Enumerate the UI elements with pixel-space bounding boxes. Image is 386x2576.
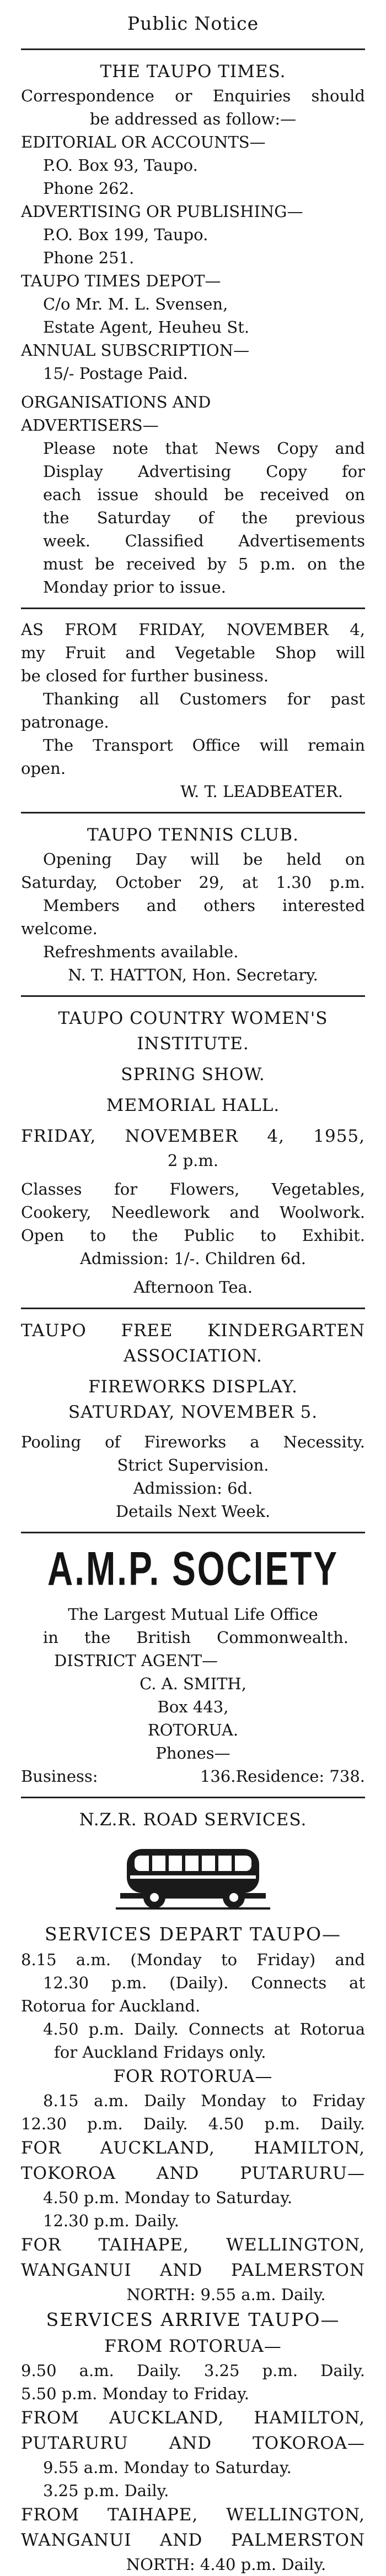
notice-line: 4.50 p.m. Daily. Connects at Rotorua — [43, 2020, 365, 2038]
notice-line: Pooling of Fireworks a Necessity. — [21, 1433, 365, 1451]
notice-line: P.O. Box 93, Taupo. — [43, 156, 198, 175]
notice-line: Classes for Flowers, Vegetables, — [21, 1180, 365, 1198]
notice-line: Cookery, Needlework and Woolwork. — [21, 1203, 365, 1222]
event-time: 2 p.m. — [167, 1151, 219, 1170]
notice-line: 4.50 p.m. Monday to Saturday. — [43, 2188, 293, 2207]
notice-line: 8.15 a.m. (Monday to Friday) and — [21, 1950, 365, 1969]
notice-line: AS FROM FRIDAY, NOVEMBER 4, — [21, 620, 365, 639]
divider — [21, 48, 365, 50]
notice-heading: EDITORIAL OR ACCOUNTS— — [21, 133, 266, 151]
agent-line: C. A. SMITH, — [140, 1674, 246, 1693]
business-phone: Business: 136. — [21, 1767, 236, 1786]
notice-line: welcome. — [21, 919, 98, 938]
agent-line: ROTORUA. — [147, 1721, 239, 1739]
notice-heading: ORGANISATIONS AND — [21, 393, 211, 411]
arrive-title: SERVICES ARRIVE TAUPO— — [46, 2309, 340, 2330]
admission: Admission: 6d. — [133, 1479, 253, 1498]
notice-line: Monday prior to issue. — [43, 578, 226, 596]
notice-line: Open to the Public to Exhibit. — [21, 1226, 365, 1245]
route-heading: PUTARURU AND TOKOROA— — [21, 2433, 365, 2453]
notice-line: Thanking all Customers for past — [43, 690, 365, 708]
amp-title: A.M.P. SOCIETY — [47, 1542, 339, 1596]
notice-heading: ANNUAL SUBSCRIPTION— — [21, 341, 250, 360]
depart-title: SERVICES DEPART TAUPO— — [44, 1923, 342, 1945]
route-heading: FROM ROTORUA— — [104, 2336, 282, 2356]
notice-line: the Saturday of the previous — [43, 508, 365, 527]
divider — [21, 1532, 365, 1533]
event-title: FIREWORKS DISPLAY. — [88, 1377, 298, 1397]
notice-line: patronage. — [21, 713, 109, 731]
cwi-notice — [21, 1006, 365, 1299]
nzr-notice — [21, 1807, 365, 2576]
notice-heading: ADVERTISERS— — [21, 416, 159, 435]
notice-line: P.O. Box 199, Taupo. — [43, 225, 208, 244]
notice-line: The Largest Mutual Life Office — [68, 1605, 318, 1624]
taupo-times-notice — [21, 59, 365, 599]
kindergarten-notice — [21, 1318, 365, 1523]
divider — [21, 608, 365, 609]
route-heading: WANGANUI AND PALMERSTON — [21, 2530, 365, 2550]
notice-line: 15/- Postage Paid. — [43, 364, 188, 383]
notice-title: TAUPO COUNTRY WOMEN'S — [58, 1008, 328, 1028]
agent-label: DISTRICT AGENT— — [54, 1651, 218, 1670]
route-heading: WANGANUI AND PALMERSTON — [21, 2260, 365, 2280]
notice-line: C/o Mr. M. L. Svensen, — [43, 295, 228, 313]
route-heading: FOR AUCKLAND, HAMILTON, — [21, 2138, 365, 2158]
notice-line: NORTH: 9.55 a.m. Daily. — [126, 2285, 326, 2304]
notice-line: NORTH: 4.40 p.m. Daily. — [126, 2555, 326, 2574]
route-heading: FOR ROTORUA— — [113, 2067, 273, 2086]
notice-line: Correspondence or Enquiries should — [21, 86, 365, 105]
notice-line: 12.30 p.m. (Daily). Connects at — [43, 1973, 365, 1992]
route-heading: FROM AUCKLAND, HAMILTON, — [21, 2408, 365, 2428]
agent-line: Box 443, — [157, 1698, 229, 1716]
notice-line: Please note that News Copy and — [43, 439, 365, 458]
admission: Admission: 1/-. Children 6d. — [79, 1249, 307, 1268]
bus-icon — [116, 1840, 270, 1912]
notice-line: Strict Supervision. — [117, 1456, 269, 1474]
notice-line: 3.25 p.m. Daily. — [43, 2481, 169, 2500]
notice-line: 9.55 a.m. Monday to Saturday. — [43, 2458, 292, 2477]
notice-title: N.Z.R. ROAD SERVICES. — [79, 1810, 307, 1830]
notice-title: TAUPO TENNIS CLUB. — [87, 825, 299, 845]
notice-line: Details Next Week. — [115, 1502, 271, 1521]
notice-line: Afternoon Tea. — [133, 1278, 253, 1297]
notice-line: for Auckland Fridays only. — [54, 2043, 266, 2062]
notice-line: open. — [21, 759, 66, 778]
leadbeater-notice — [21, 618, 365, 803]
notice-line: be closed for further business. — [21, 666, 269, 685]
notice-line: 12.30 p.m. Daily. — [43, 2211, 179, 2230]
notice-line: be addressed as follow:— — [89, 110, 297, 128]
event-title: SPRING SHOW. — [121, 1065, 265, 1084]
notice-title: INSTITUTE. — [137, 1034, 249, 1054]
notice-line: Members and others interested — [43, 896, 365, 915]
notice-line: Phone 251. — [43, 248, 135, 267]
venue: MEMORIAL HALL. — [106, 1096, 280, 1115]
notice-line: must be received by 5 p.m. on the — [43, 555, 365, 573]
notice-line: each issue should be received on — [43, 485, 365, 504]
notice-line: Rotorua for Auckland. — [21, 1997, 201, 2015]
notice-heading: ADVERTISING OR PUBLISHING— — [21, 202, 303, 221]
notice-line: 9.50 a.m. Daily. 3.25 p.m. Daily. — [21, 2361, 365, 2380]
notice-heading: TAUPO TIMES DEPOT— — [21, 272, 221, 290]
divider — [21, 995, 365, 997]
event-date: FRIDAY, NOVEMBER 4, 1955, — [21, 1126, 365, 1146]
notice-line: 12.30 p.m. Daily. 4.50 p.m. Daily. — [21, 2114, 365, 2133]
notice-line: week. Classified Advertisements — [43, 532, 365, 550]
notice-line: Estate Agent, Heuheu St. — [43, 318, 250, 337]
signature: W. T. LEADBEATER. — [180, 782, 343, 801]
amp-society-notice — [21, 1543, 365, 1788]
divider — [21, 1308, 365, 1309]
notice-line: 8.15 a.m. Daily Monday to Friday — [43, 2091, 365, 2110]
notice-line: Display Advertising Copy for — [43, 462, 365, 481]
notice-line: my Fruit and Vegetable Shop will — [21, 643, 365, 662]
event-date: SATURDAY, NOVEMBER 5. — [68, 1402, 318, 1422]
route-heading: FROM TAIHAPE, WELLINGTON, — [21, 2505, 365, 2525]
divider — [21, 812, 365, 814]
notice-line: Refreshments available. — [43, 942, 239, 961]
signature: N. T. HATTON, Hon. Secretary. — [68, 966, 318, 984]
notice-title: THE TAUPO TIMES. — [100, 62, 286, 82]
notice-line: The Transport Office will remain — [43, 736, 365, 755]
route-heading: FOR TAIHAPE, WELLINGTON, — [21, 2235, 365, 2255]
notice-line: Opening Day will be held on — [43, 850, 365, 869]
notice-title: ASSOCIATION. — [124, 1346, 262, 1366]
notice-line: in the British Commonwealth. — [43, 1628, 349, 1647]
tennis-club-notice — [21, 822, 365, 986]
notice-line: 5.50 p.m. Monday to Friday. — [21, 2384, 249, 2403]
phones-label: Phones— — [156, 1744, 230, 1762]
notice-line: Saturday, October 29, at 1.30 p.m. — [21, 873, 365, 892]
divider — [21, 1797, 365, 1798]
phones-line — [21, 1765, 365, 1788]
notice-title: TAUPO FREE KINDERGARTEN — [21, 1321, 365, 1341]
route-heading: TOKOROA AND PUTARURU— — [21, 2163, 365, 2183]
residence-phone: Residence: 738. — [235, 1767, 365, 1786]
notice-line: Phone 262. — [43, 179, 135, 198]
section-header: Public Notice — [127, 13, 259, 34]
